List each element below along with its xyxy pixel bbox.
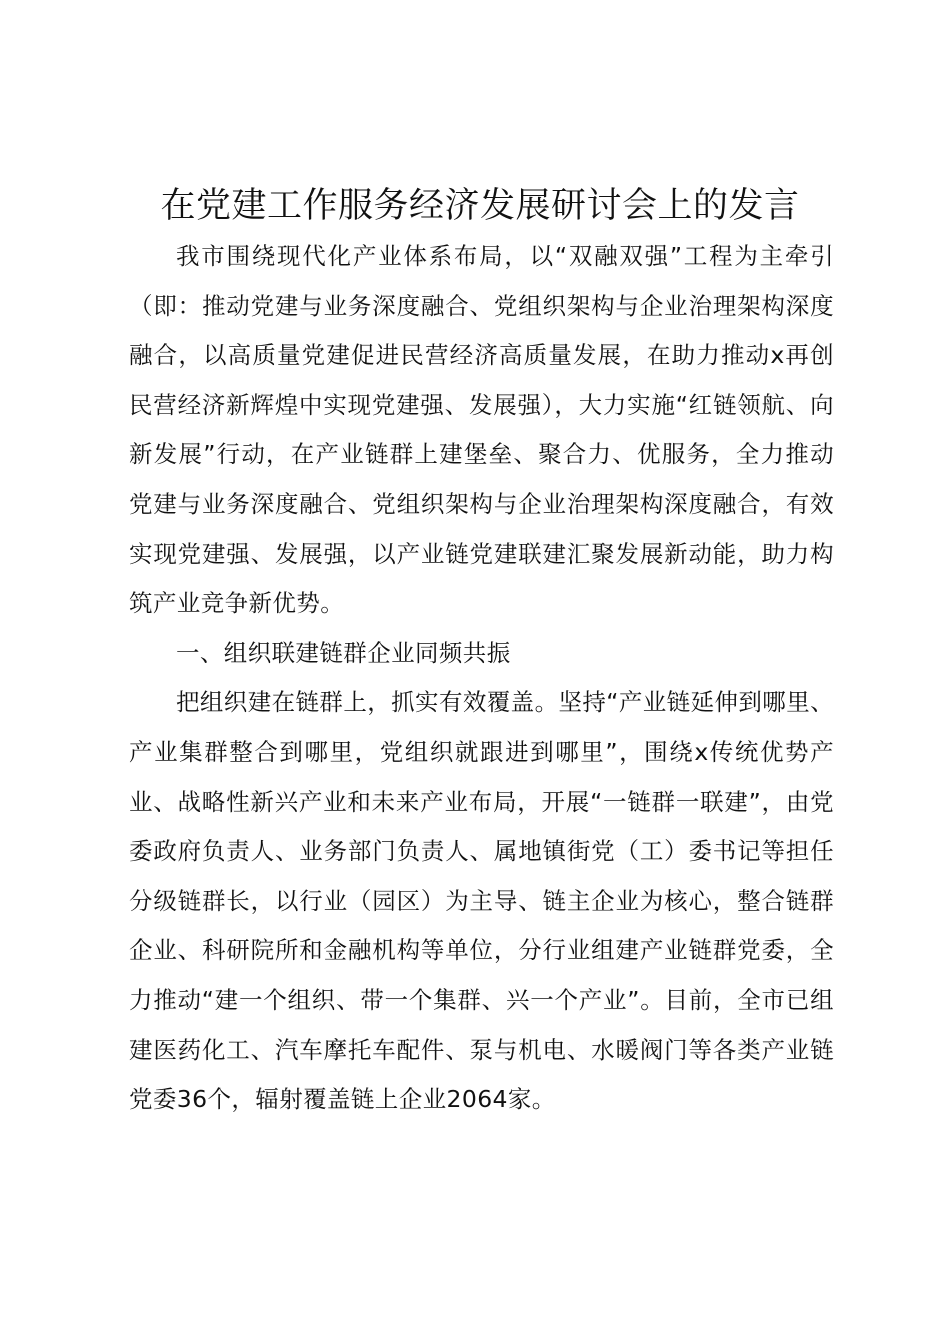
intro-paragraph: 我市围绕现代化产业体系布局，以“双融双强”工程为主牵引（即：推动党建与业务深度融合、党组织架构与企业治理架构深度融合，以高质量党建促进民营经济高质量发展，在助力推动x再创民营经济新辉煌中实现党建强、发展强），大力实施“红链领航、向新发展”行动，在产业链群上建堡垒、聚合力、优服务，全力推动党建与业务深度融合、党组织架构与企业治理架构深度融合，有效实现党建强、发展强，以产业链党建联建汇聚发展新动能，助力构筑产业竞争新优势。: [129, 242, 834, 618]
section-paragraph: 把组织建在链群上，抓实有效覆盖。坚持“产业链延伸到哪里、产业集群整合到哪里，党组织就跟进到哪里”，围绕x传统优势产业、战略性新兴产业和未来产业布局，开展“一链群一联建”，由党委政府负责人、业务部门负责人、属地镇街党（工）委书记等担任分级链群长，以行业（园区）为主导、链主企业为核心，整合链群企业、科研院所和金融机构等单位，分行业组建产业链群党委，全力推动“建一个组织、带一个集群、兴一个产业”。目前，全市已组建医药化工、汽车摩托车配件、泵与机电、水暖阀门等各类产业链党委36个，辐射覆盖链上企业2064家。: [129, 688, 834, 1114]
document-body: [129, 232, 834, 1125]
section-heading: 一、组织联建链群企业同频共振: [176, 638, 511, 667]
document-title: 在党建工作服务经济发展研讨会上的发言: [160, 186, 800, 226]
